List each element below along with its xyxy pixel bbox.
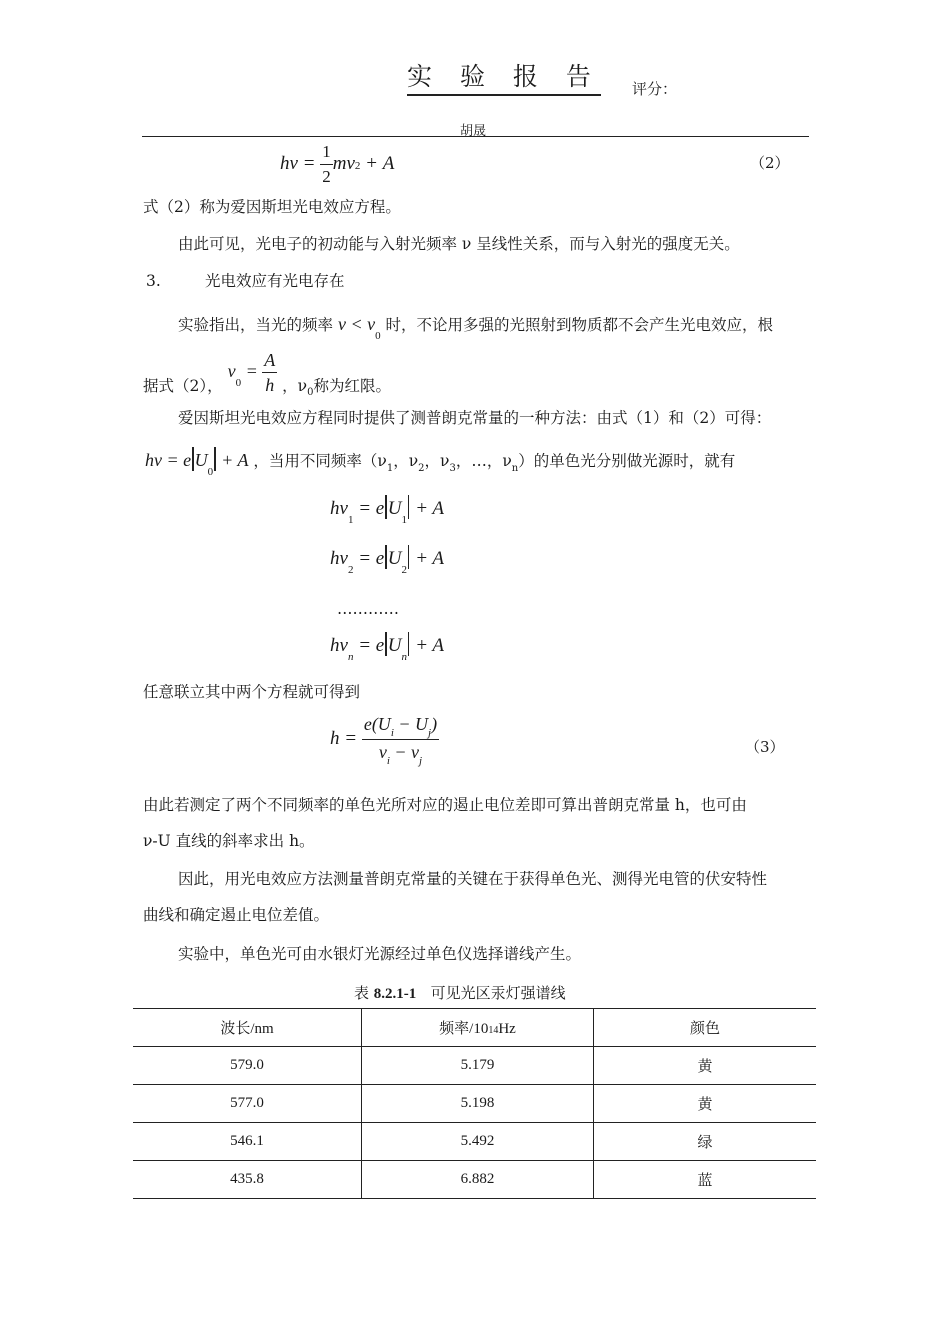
paragraph-planck-method: 爱因斯坦光电效应方程同时提供了测普朗克常量的一种方法：由式（1）和（2）可得： [178, 409, 772, 427]
paragraph-stopping-potential: 由此若测定了两个不同频率的单色光所对应的遏止电位差即可算出普朗克常量 h，也可由 [143, 796, 747, 814]
paragraph-linear-relation: 由此可见，光电子的初动能与入射光频率 ν 呈线性关系，而与入射光的强度无关。 [178, 235, 740, 253]
table-caption [354, 982, 566, 1003]
inline-math-nu-less-nu0: $\nu < \nu_0$ [337, 314, 381, 342]
paragraph-key-points-cont: 曲线和确定遏止电位差值。 [143, 906, 330, 924]
equation-nu2: $h\nu_2 = e$ $U_2 + A$ [330, 545, 444, 570]
table-row [133, 1085, 816, 1123]
subscript: 1 [386, 463, 394, 474]
paragraph-mercury-lamp: 实验中，单色光可由水银灯光源经过单色仪选择谱线产生。 [178, 945, 582, 963]
subscript: n [511, 463, 519, 474]
text-segment: 时，不论用多强的光照射到物质都不会产生光电效应，根 [385, 316, 774, 334]
paragraph-frequencies [145, 447, 736, 478]
header-frequency-label: 频率/10 [439, 1021, 489, 1037]
text-segment: ，ν [393, 452, 419, 470]
cell-wavelength: 579.0 [133, 1047, 362, 1085]
mercury-lines-table [133, 1008, 816, 1199]
cell-frequency: 6.882 [362, 1161, 594, 1199]
table-row [133, 1047, 816, 1085]
inline-math-nu0-fraction: $\nu_0$ = $\frac{A}{h}$ [227, 350, 276, 395]
paragraph-key-points: 因此，用光电效应方法测量普朗克常量的关键在于获得单色光、测得光电管的伏安特性 [178, 870, 768, 888]
subscript: 0 [307, 386, 314, 398]
text-segment: ）的单色光分别做光源时，就有 [518, 452, 736, 470]
caption-prefix: 表 [354, 984, 374, 1002]
text-segment: ，当用不同频率（ν [253, 452, 387, 470]
section-number: 3. [146, 272, 161, 290]
text-segment: ，ν [282, 376, 308, 395]
cell-color: 黄 [594, 1085, 817, 1123]
header-frequency [362, 1009, 594, 1047]
subscript: 2 [418, 463, 425, 474]
report-title: 实 验 报 告 [407, 62, 601, 96]
table-row [133, 1161, 816, 1199]
cell-frequency: 5.179 [362, 1047, 594, 1085]
text-segment: ，ν [424, 452, 450, 470]
equation-3-number: （3） [745, 738, 785, 756]
equation-2: hν = $\frac{1}{2}$ mν2 + A [280, 142, 395, 186]
header-frequency-unit: Hz [498, 1021, 516, 1037]
caption-text: 可见光区汞灯强谱线 [430, 984, 566, 1002]
paragraph-einstein-equation: 式（2）称为爱因斯坦光电效应方程。 [143, 198, 401, 216]
header-wavelength: 波长/nm [133, 1009, 362, 1047]
cell-wavelength: 577.0 [133, 1085, 362, 1123]
author-name: 胡晟 [460, 124, 487, 139]
equation-ellipsis: ………… [337, 600, 399, 618]
subscript: 3 [449, 463, 456, 474]
caption-id: 8.2.1-1 [373, 986, 417, 1002]
score-label: 评分： [632, 80, 678, 98]
cell-frequency: 5.198 [362, 1085, 594, 1123]
cell-color: 蓝 [594, 1161, 817, 1199]
header-frequency-exponent: 14 [488, 1025, 499, 1036]
inline-math-photoelectric: hν = e $U_0 + A$ [145, 450, 248, 470]
text-segment: 据式（2）， [143, 376, 223, 395]
table-row [133, 1123, 816, 1161]
section-heading: 光电效应有光电存在 [205, 272, 345, 290]
cell-wavelength: 546.1 [133, 1123, 362, 1161]
text-segment: ，…，ν [455, 452, 512, 470]
header-rule [142, 136, 809, 137]
cell-wavelength: 435.8 [133, 1161, 362, 1199]
paragraph-slope: ν-U 直线的斜率求出 h。 [143, 832, 315, 850]
equation-nun: $h\nu_n = e$ $U_n + A$ [330, 632, 444, 657]
table-header-row [133, 1009, 816, 1047]
equation-nu1: $h\nu_1 = e$ $U_1 + A$ [330, 495, 444, 520]
paragraph-red-limit [143, 348, 391, 397]
text-segment: 称为红限。 [313, 376, 391, 395]
header-color: 颜色 [594, 1009, 817, 1047]
cell-frequency: 5.492 [362, 1123, 594, 1161]
equation-3: h = $\frac{e(U_i - U_j)}{\nu_i - \nu_j}$ [330, 714, 438, 767]
text-segment: 实验指出，当光的频率 [178, 316, 334, 334]
paragraph-threshold [178, 313, 774, 342]
equation-2-number: （2） [750, 154, 790, 172]
cell-color: 黄 [594, 1047, 817, 1085]
paragraph-combine: 任意联立其中两个方程就可得到 [143, 683, 361, 701]
cell-color: 绿 [594, 1123, 817, 1161]
